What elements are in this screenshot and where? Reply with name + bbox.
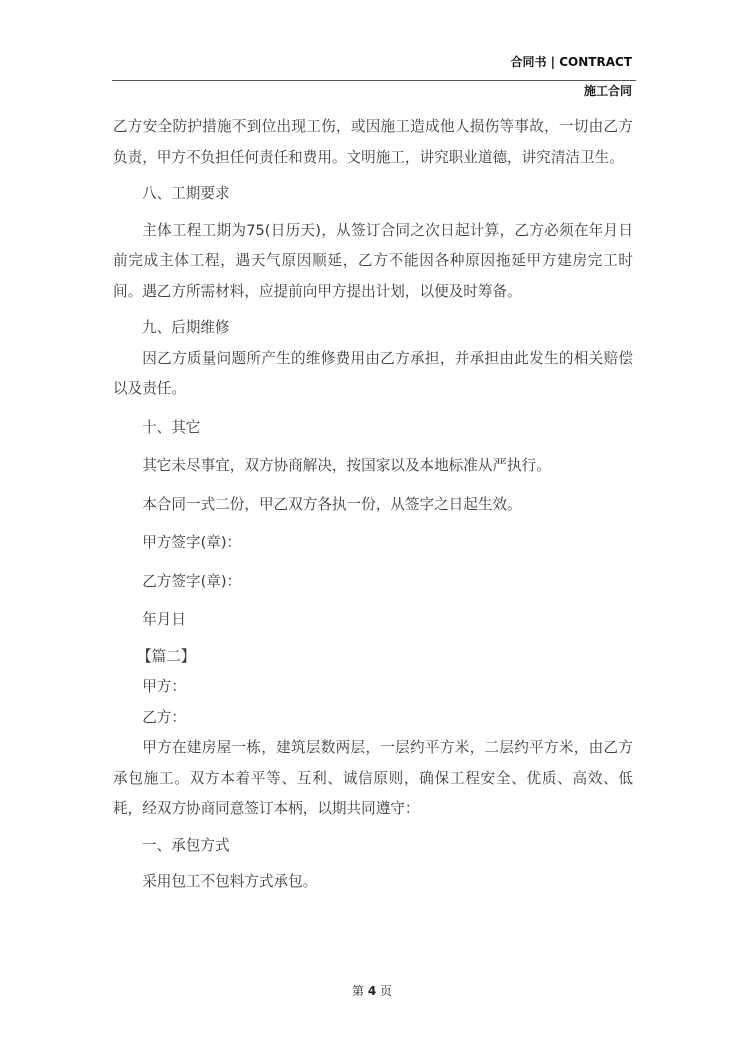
section-heading-1: 一、承包方式 [142,836,230,854]
section-heading-9: 九、后期维修 [142,319,230,336]
header-divider [112,80,636,81]
header-subtitle: 施工合同 [583,84,632,98]
party-a-label: 甲方： [142,678,186,695]
document-body [113,112,633,898]
paragraph-agreement-intro: 甲方在建房屋一栋，建筑层数两层，一层约平方米，二层约平方米，由乙方承包施工。双方本着平等、互利、诚信原则，确保工程安全、优质、高效、低耗，经双方协商同意签订本柄，以期共同遵守： [113,739,633,817]
section-heading-10: 十、其它 [142,418,201,436]
paragraph-safety: 乙方安全防护措施不到位出现工伤，或因施工造成他人损伤等事故，一切由乙方负责，甲方不负担任何责任和费用。文明施工，讲究职业道德，讲究清洁卫生。 [113,118,633,166]
paragraph-maintenance: 因乙方质量问题所产生的维修费用由乙方承担，并承担由此发生的相关赔偿以及责任。 [113,349,633,397]
page-suffix: 页 [380,984,393,998]
signature-party-b: 乙方签字(章)： [142,572,242,590]
signature-party-a: 甲方签字(章)： [142,534,242,551]
header-title: 合同书 | CONTRACT [510,55,632,69]
page-prefix: 第 [351,984,364,998]
part-two-heading: 【篇二】 [137,647,196,665]
paragraph-schedule: 主体工程工期为75(日历天)，从签订合同之次日起计算，乙方必须在年月日前完成主体工程，遇天气原因顺延，乙方不能因各种原因拖延甲方建房完工时间。遇乙方所需材料，应提前向甲方提出计划，以便及时筹备。 [113,221,633,300]
paragraph-contract-method: 采用包工不包料方式承包。 [142,873,318,890]
page-number [0,982,744,999]
signature-date: 年月日 [142,611,186,628]
page-number-value: 4 [367,984,377,998]
paragraph-copies: 本合同一式二份，甲乙双方各执一份，从签字之日起生效。 [142,495,522,513]
paragraph-other: 其它未尽事宜，双方协商解决，按国家以及本地标准从严执行。 [142,457,551,474]
section-heading-8: 八、工期要求 [142,185,230,202]
party-b-label: 乙方： [142,708,186,726]
